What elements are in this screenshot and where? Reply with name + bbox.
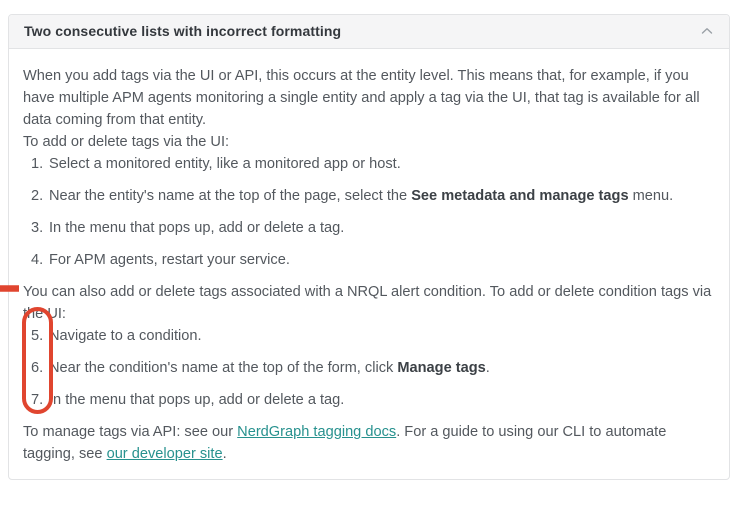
list-item: 1. Select a monitored entity, like a monitored app or host.: [31, 153, 713, 175]
list-item-number: 1.: [31, 156, 44, 172]
list-item: 5. Navigate to a condition.: [31, 325, 713, 347]
paragraph-nrql-note: You can also add or delete tags associated with a NRQL alert condition. To add or delete condition tags via the UI:: [23, 281, 713, 325]
list-item: 7. In the menu that pops up, add or delete a tag.: [31, 389, 713, 411]
paragraph-api-note: To manage tags via API: see our NerdGraph tagging docs. For a guide to using our CLI to automate tagging, see our developer site.: [23, 424, 667, 462]
collapsible-panel: [8, 14, 730, 480]
paragraph-intro: When you add tags via the UI or API, this occurs at the entity level. This means that, for example, if you have multiple APM agents monitoring a single entity and apply a tag via the UI, that tag is available for all data coming from that entity.: [23, 68, 700, 128]
red-arrow-left-icon: [0, 278, 20, 299]
list-item: 3. In the menu that pops up, add or delete a tag.: [31, 217, 713, 239]
list-item-number: 7.: [31, 392, 44, 408]
list-item-number: 2.: [31, 188, 44, 204]
list-item-number: 3.: [31, 220, 44, 236]
chevron-up-icon[interactable]: [701, 27, 713, 35]
link-nerdgraph-tagging-docs[interactable]: NerdGraph tagging docs: [237, 424, 397, 440]
list-item: 6. Near the condition's name at the top of the form, click Manage tags.: [31, 357, 713, 379]
list-item-number: 4.: [31, 252, 44, 268]
list-item-number: 6.: [31, 360, 44, 376]
collapsible-header[interactable]: [9, 15, 729, 49]
link-developer-site[interactable]: our developer site: [106, 446, 223, 462]
list-item: 2. Near the entity's name at the top of the page, select the See metadata and manage tags menu.: [31, 185, 713, 207]
section-title: Two consecutive lists with incorrect formatting: [24, 23, 342, 39]
list-item-number: 5.: [31, 328, 44, 344]
paragraph-ui-lead: To add or delete tags via the UI:: [23, 134, 230, 150]
ordered-list-steps-1-4: [23, 153, 713, 271]
ordered-list-steps-5-7: [23, 325, 713, 411]
section-body: [9, 49, 729, 479]
list-item: 4. For APM agents, restart your service.: [31, 249, 713, 271]
